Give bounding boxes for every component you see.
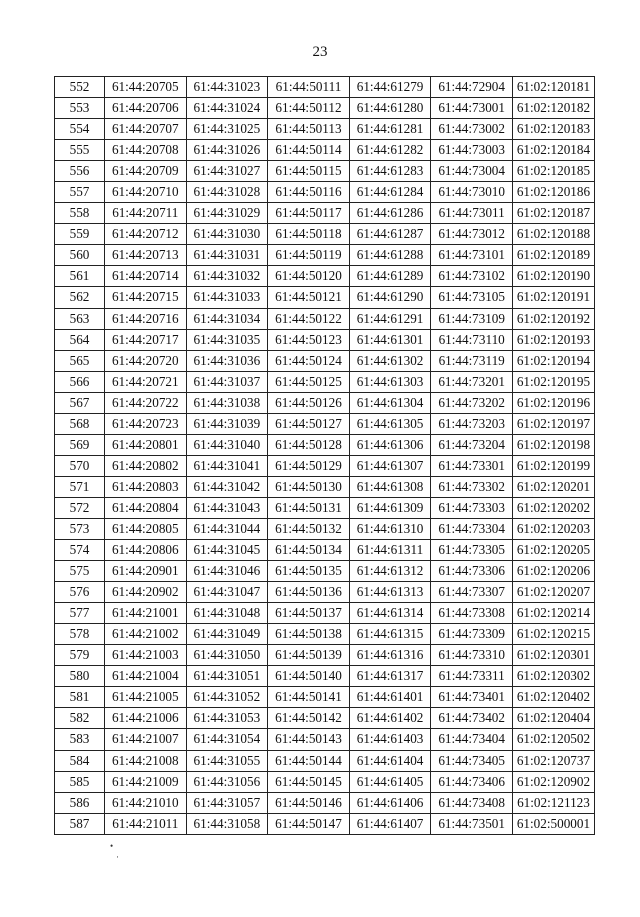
table-row	[55, 434, 595, 455]
cadastral-number-cell: 61:44:31043	[186, 497, 268, 518]
cadastral-number-cell: 61:44:50145	[268, 771, 350, 792]
cadastral-number-cell: 61:44:20714	[105, 266, 187, 287]
cadastral-number-cell: 61:02:120185	[512, 161, 594, 182]
cadastral-number-cell: 61:44:61312	[349, 561, 431, 582]
row-number-cell: 554	[55, 119, 105, 140]
cadastral-number-cell: 61:44:50116	[268, 182, 350, 203]
cadastral-number-cell: 61:44:73010	[431, 182, 513, 203]
table-row	[55, 77, 595, 98]
row-number-cell: 571	[55, 476, 105, 497]
cadastral-number-cell: 61:44:61288	[349, 245, 431, 266]
cadastral-number-cell: 61:44:73305	[431, 540, 513, 561]
cadastral-number-cell: 61:44:31024	[186, 98, 268, 119]
cadastral-number-cell: 61:44:61304	[349, 392, 431, 413]
cadastral-number-cell: 61:02:120206	[512, 561, 594, 582]
cadastral-number-cell: 61:44:61316	[349, 645, 431, 666]
table-row	[55, 350, 595, 371]
table-row	[55, 161, 595, 182]
row-number-cell: 575	[55, 561, 105, 582]
row-number-cell: 587	[55, 813, 105, 834]
table-row	[55, 624, 595, 645]
cadastral-number-cell: 61:44:61405	[349, 771, 431, 792]
cadastral-number-cell: 61:44:50113	[268, 119, 350, 140]
cadastral-number-cell: 61:44:73003	[431, 140, 513, 161]
cadastral-number-cell: 61:44:73204	[431, 434, 513, 455]
cadastral-number-cell: 61:02:120195	[512, 371, 594, 392]
row-number-cell: 553	[55, 98, 105, 119]
cadastral-number-cell: 61:44:20710	[105, 182, 187, 203]
cadastral-number-cell: 61:02:120199	[512, 455, 594, 476]
cadastral-number-cell: 61:44:31027	[186, 161, 268, 182]
cadastral-number-cell: 61:44:73105	[431, 287, 513, 308]
cadastral-number-cell: 61:02:120301	[512, 645, 594, 666]
table-row	[55, 140, 595, 161]
cadastral-number-cell: 61:02:120192	[512, 308, 594, 329]
cadastral-number-cell: 61:44:73405	[431, 750, 513, 771]
cadastral-number-cell: 61:44:31035	[186, 329, 268, 350]
cadastral-number-cell: 61:44:21009	[105, 771, 187, 792]
table-row	[55, 518, 595, 539]
cadastral-number-cell: 61:44:73402	[431, 708, 513, 729]
cadastral-number-cell: 61:44:21010	[105, 792, 187, 813]
cadastral-number-cell: 61:44:31055	[186, 750, 268, 771]
cadastral-number-cell: 61:44:20902	[105, 582, 187, 603]
row-number-cell: 583	[55, 729, 105, 750]
cadastral-number-cell: 61:44:20706	[105, 98, 187, 119]
cadastral-number-cell: 61:44:73012	[431, 224, 513, 245]
table-row	[55, 813, 595, 834]
cadastral-number-cell: 61:44:73404	[431, 729, 513, 750]
table-row	[55, 392, 595, 413]
cadastral-number-cell: 61:44:20709	[105, 161, 187, 182]
cadastral-number-cell: 61:44:20806	[105, 540, 187, 561]
cadastral-number-cell: 61:44:31030	[186, 224, 268, 245]
cadastral-number-cell: 61:02:120191	[512, 287, 594, 308]
cadastral-number-cell: 61:44:20708	[105, 140, 187, 161]
cadastral-number-cell: 61:02:121123	[512, 792, 594, 813]
row-number-cell: 585	[55, 771, 105, 792]
scan-speck: ·	[116, 852, 119, 862]
row-number-cell: 572	[55, 497, 105, 518]
cadastral-number-cell: 61:44:31042	[186, 476, 268, 497]
cadastral-number-cell: 61:44:61280	[349, 98, 431, 119]
cadastral-number-cell: 61:44:31053	[186, 708, 268, 729]
cadastral-number-cell: 61:44:20716	[105, 308, 187, 329]
cadastral-registry-table	[54, 76, 595, 835]
cadastral-number-cell: 61:44:21004	[105, 666, 187, 687]
cadastral-number-cell: 61:44:61310	[349, 518, 431, 539]
cadastral-number-cell: 61:44:50127	[268, 413, 350, 434]
cadastral-number-cell: 61:02:120502	[512, 729, 594, 750]
cadastral-number-cell: 61:02:120214	[512, 603, 594, 624]
cadastral-number-cell: 61:44:31038	[186, 392, 268, 413]
cadastral-number-cell: 61:44:61406	[349, 792, 431, 813]
cadastral-number-cell: 61:44:50146	[268, 792, 350, 813]
row-number-cell: 555	[55, 140, 105, 161]
cadastral-number-cell: 61:44:21005	[105, 687, 187, 708]
cadastral-number-cell: 61:02:120207	[512, 582, 594, 603]
cadastral-number-cell: 61:44:61281	[349, 119, 431, 140]
cadastral-number-cell: 61:44:31025	[186, 119, 268, 140]
cadastral-number-cell: 61:44:20720	[105, 350, 187, 371]
cadastral-number-cell: 61:44:50123	[268, 329, 350, 350]
cadastral-number-cell: 61:44:50117	[268, 203, 350, 224]
table-row	[55, 750, 595, 771]
row-number-cell: 570	[55, 455, 105, 476]
row-number-cell: 566	[55, 371, 105, 392]
cadastral-number-cell: 61:02:120737	[512, 750, 594, 771]
cadastral-number-cell: 61:44:61308	[349, 476, 431, 497]
cadastral-number-cell: 61:44:50122	[268, 308, 350, 329]
row-number-cell: 577	[55, 603, 105, 624]
cadastral-number-cell: 61:44:61403	[349, 729, 431, 750]
cadastral-number-cell: 61:44:50137	[268, 603, 350, 624]
cadastral-number-cell: 61:44:20712	[105, 224, 187, 245]
cadastral-number-cell: 61:44:31037	[186, 371, 268, 392]
table-row	[55, 266, 595, 287]
cadastral-number-cell: 61:44:50135	[268, 561, 350, 582]
cadastral-number-cell: 61:44:61279	[349, 77, 431, 98]
cadastral-number-cell: 61:44:61282	[349, 140, 431, 161]
cadastral-number-cell: 61:44:31023	[186, 77, 268, 98]
cadastral-number-cell: 61:44:31057	[186, 792, 268, 813]
table-row	[55, 329, 595, 350]
cadastral-number-cell: 61:44:73306	[431, 561, 513, 582]
cadastral-number-cell: 61:44:61309	[349, 497, 431, 518]
cadastral-number-cell: 61:02:120201	[512, 476, 594, 497]
cadastral-number-cell: 61:44:50136	[268, 582, 350, 603]
cadastral-number-cell: 61:02:120190	[512, 266, 594, 287]
table-row	[55, 729, 595, 750]
cadastral-number-cell: 61:44:50124	[268, 350, 350, 371]
cadastral-number-cell: 61:44:73302	[431, 476, 513, 497]
cadastral-number-cell: 61:44:73307	[431, 582, 513, 603]
cadastral-number-cell: 61:44:20722	[105, 392, 187, 413]
cadastral-number-cell: 61:44:21006	[105, 708, 187, 729]
cadastral-number-cell: 61:44:50112	[268, 98, 350, 119]
row-number-cell: 557	[55, 182, 105, 203]
cadastral-number-cell: 61:44:61307	[349, 455, 431, 476]
cadastral-number-cell: 61:44:50134	[268, 540, 350, 561]
table-row	[55, 476, 595, 497]
cadastral-number-cell: 61:44:50147	[268, 813, 350, 834]
table-row	[55, 308, 595, 329]
row-number-cell: 564	[55, 329, 105, 350]
cadastral-number-cell: 61:44:20804	[105, 497, 187, 518]
cadastral-number-cell: 61:44:61313	[349, 582, 431, 603]
cadastral-number-cell: 61:44:50128	[268, 434, 350, 455]
cadastral-number-cell: 61:44:21008	[105, 750, 187, 771]
row-number-cell: 580	[55, 666, 105, 687]
cadastral-number-cell: 61:44:50126	[268, 392, 350, 413]
row-number-cell: 561	[55, 266, 105, 287]
cadastral-number-cell: 61:44:61290	[349, 287, 431, 308]
cadastral-number-cell: 61:44:61404	[349, 750, 431, 771]
cadastral-number-cell: 61:44:73102	[431, 266, 513, 287]
cadastral-number-cell: 61:44:50140	[268, 666, 350, 687]
table-row	[55, 119, 595, 140]
cadastral-number-cell: 61:44:31028	[186, 182, 268, 203]
table-row	[55, 645, 595, 666]
row-number-cell: 556	[55, 161, 105, 182]
cadastral-number-cell: 61:44:61283	[349, 161, 431, 182]
cadastral-number-cell: 61:44:73201	[431, 371, 513, 392]
cadastral-number-cell: 61:02:120196	[512, 392, 594, 413]
table-row	[55, 708, 595, 729]
cadastral-number-cell: 61:44:73001	[431, 98, 513, 119]
row-number-cell: 559	[55, 224, 105, 245]
row-number-cell: 569	[55, 434, 105, 455]
cadastral-number-cell: 61:44:73406	[431, 771, 513, 792]
cadastral-number-cell: 61:44:61287	[349, 224, 431, 245]
cadastral-number-cell: 61:44:50139	[268, 645, 350, 666]
cadastral-number-cell: 61:44:50125	[268, 371, 350, 392]
row-number-cell: 563	[55, 308, 105, 329]
cadastral-number-cell: 61:02:120902	[512, 771, 594, 792]
cadastral-number-cell: 61:44:50115	[268, 161, 350, 182]
cadastral-number-cell: 61:44:61291	[349, 308, 431, 329]
cadastral-number-cell: 61:44:31032	[186, 266, 268, 287]
cadastral-number-cell: 61:44:61306	[349, 434, 431, 455]
cadastral-number-cell: 61:02:120189	[512, 245, 594, 266]
cadastral-number-cell: 61:44:73011	[431, 203, 513, 224]
cadastral-number-cell: 61:02:500001	[512, 813, 594, 834]
cadastral-number-cell: 61:44:73304	[431, 518, 513, 539]
cadastral-number-cell: 61:44:50119	[268, 245, 350, 266]
table-row	[55, 287, 595, 308]
table-row	[55, 455, 595, 476]
cadastral-number-cell: 61:44:31039	[186, 413, 268, 434]
cadastral-number-cell: 61:02:120198	[512, 434, 594, 455]
page-number: 23	[312, 44, 328, 60]
cadastral-number-cell: 61:44:61402	[349, 708, 431, 729]
cadastral-number-cell: 61:44:73109	[431, 308, 513, 329]
cadastral-number-cell: 61:44:61311	[349, 540, 431, 561]
cadastral-number-cell: 61:44:73119	[431, 350, 513, 371]
cadastral-number-cell: 61:44:73101	[431, 245, 513, 266]
table-row	[55, 413, 595, 434]
cadastral-number-cell: 61:44:73301	[431, 455, 513, 476]
cadastral-number-cell: 61:02:120404	[512, 708, 594, 729]
table-row	[55, 582, 595, 603]
cadastral-number-cell: 61:44:73401	[431, 687, 513, 708]
cadastral-number-cell: 61:44:61303	[349, 371, 431, 392]
cadastral-number-cell: 61:44:50132	[268, 518, 350, 539]
cadastral-number-cell: 61:02:120205	[512, 540, 594, 561]
cadastral-number-cell: 61:44:31034	[186, 308, 268, 329]
row-number-cell: 586	[55, 792, 105, 813]
row-number-cell: 567	[55, 392, 105, 413]
cadastral-number-cell: 61:44:20801	[105, 434, 187, 455]
table-row	[55, 771, 595, 792]
table-row	[55, 497, 595, 518]
cadastral-number-cell: 61:44:20705	[105, 77, 187, 98]
cadastral-number-cell: 61:44:20723	[105, 413, 187, 434]
cadastral-number-cell: 61:02:120184	[512, 140, 594, 161]
cadastral-number-cell: 61:02:120181	[512, 77, 594, 98]
cadastral-number-cell: 61:44:31045	[186, 540, 268, 561]
cadastral-number-cell: 61:44:73311	[431, 666, 513, 687]
table-row	[55, 245, 595, 266]
cadastral-number-cell: 61:44:31048	[186, 603, 268, 624]
cadastral-number-cell: 61:44:50144	[268, 750, 350, 771]
row-number-cell: 578	[55, 624, 105, 645]
cadastral-number-cell: 61:44:73110	[431, 329, 513, 350]
cadastral-number-cell: 61:44:73202	[431, 392, 513, 413]
cadastral-number-cell: 61:44:20717	[105, 329, 187, 350]
row-number-cell: 560	[55, 245, 105, 266]
cadastral-number-cell: 61:44:72904	[431, 77, 513, 98]
cadastral-number-cell: 61:44:50131	[268, 497, 350, 518]
cadastral-number-cell: 61:44:31044	[186, 518, 268, 539]
row-number-cell: 552	[55, 77, 105, 98]
cadastral-number-cell: 61:44:73203	[431, 413, 513, 434]
cadastral-number-cell: 61:44:31046	[186, 561, 268, 582]
cadastral-number-cell: 61:44:20715	[105, 287, 187, 308]
cadastral-number-cell: 61:44:20713	[105, 245, 187, 266]
table-row	[55, 203, 595, 224]
cadastral-number-cell: 61:44:21007	[105, 729, 187, 750]
cadastral-number-cell: 61:44:50138	[268, 624, 350, 645]
cadastral-number-cell: 61:44:50118	[268, 224, 350, 245]
cadastral-number-cell: 61:44:73004	[431, 161, 513, 182]
cadastral-number-cell: 61:44:20802	[105, 455, 187, 476]
cadastral-number-cell: 61:44:31029	[186, 203, 268, 224]
row-number-cell: 579	[55, 645, 105, 666]
cadastral-number-cell: 61:44:61301	[349, 329, 431, 350]
cadastral-number-cell: 61:44:73308	[431, 603, 513, 624]
cadastral-number-cell: 61:44:50130	[268, 476, 350, 497]
cadastral-number-cell: 61:02:120203	[512, 518, 594, 539]
row-number-cell: 568	[55, 413, 105, 434]
cadastral-number-cell: 61:02:120193	[512, 329, 594, 350]
cadastral-number-cell: 61:44:61302	[349, 350, 431, 371]
cadastral-number-cell: 61:02:120186	[512, 182, 594, 203]
table-body	[55, 77, 595, 835]
row-number-cell: 574	[55, 540, 105, 561]
cadastral-number-cell: 61:02:120194	[512, 350, 594, 371]
cadastral-number-cell: 61:02:120187	[512, 203, 594, 224]
cadastral-number-cell: 61:44:61286	[349, 203, 431, 224]
cadastral-number-cell: 61:02:120202	[512, 497, 594, 518]
cadastral-number-cell: 61:02:120302	[512, 666, 594, 687]
scan-speck: •	[110, 841, 114, 851]
cadastral-number-cell: 61:44:31047	[186, 582, 268, 603]
cadastral-number-cell: 61:44:31050	[186, 645, 268, 666]
row-number-cell: 576	[55, 582, 105, 603]
cadastral-number-cell: 61:44:20901	[105, 561, 187, 582]
cadastral-number-cell: 61:44:50121	[268, 287, 350, 308]
cadastral-number-cell: 61:44:21011	[105, 813, 187, 834]
cadastral-number-cell: 61:02:120215	[512, 624, 594, 645]
cadastral-number-cell: 61:44:31036	[186, 350, 268, 371]
cadastral-number-cell: 61:02:120183	[512, 119, 594, 140]
table-row	[55, 603, 595, 624]
cadastral-number-cell: 61:44:31031	[186, 245, 268, 266]
cadastral-number-cell: 61:44:73310	[431, 645, 513, 666]
table-row	[55, 687, 595, 708]
cadastral-number-cell: 61:44:61305	[349, 413, 431, 434]
table-row	[55, 182, 595, 203]
table-row	[55, 561, 595, 582]
cadastral-number-cell: 61:02:120197	[512, 413, 594, 434]
cadastral-number-cell: 61:44:73408	[431, 792, 513, 813]
cadastral-number-cell: 61:44:31054	[186, 729, 268, 750]
cadastral-number-cell: 61:44:50114	[268, 140, 350, 161]
cadastral-number-cell: 61:44:50142	[268, 708, 350, 729]
row-number-cell: 582	[55, 708, 105, 729]
cadastral-number-cell: 61:44:31052	[186, 687, 268, 708]
cadastral-number-cell: 61:44:50143	[268, 729, 350, 750]
cadastral-number-cell: 61:44:20805	[105, 518, 187, 539]
cadastral-number-cell: 61:44:21002	[105, 624, 187, 645]
cadastral-number-cell: 61:44:61401	[349, 687, 431, 708]
cadastral-number-cell: 61:44:61407	[349, 813, 431, 834]
row-number-cell: 573	[55, 518, 105, 539]
table-row	[55, 540, 595, 561]
cadastral-number-cell: 61:44:20707	[105, 119, 187, 140]
cadastral-number-cell: 61:44:31049	[186, 624, 268, 645]
table-row	[55, 98, 595, 119]
cadastral-number-cell: 61:02:120182	[512, 98, 594, 119]
cadastral-number-cell: 61:44:73501	[431, 813, 513, 834]
row-number-cell: 558	[55, 203, 105, 224]
cadastral-number-cell: 61:44:61314	[349, 603, 431, 624]
cadastral-number-cell: 61:44:31051	[186, 666, 268, 687]
cadastral-number-cell: 61:44:61317	[349, 666, 431, 687]
cadastral-number-cell: 61:44:21003	[105, 645, 187, 666]
cadastral-number-cell: 61:44:61289	[349, 266, 431, 287]
row-number-cell: 581	[55, 687, 105, 708]
row-number-cell: 584	[55, 750, 105, 771]
cadastral-number-cell: 61:44:61315	[349, 624, 431, 645]
cadastral-number-cell: 61:44:31056	[186, 771, 268, 792]
cadastral-number-cell: 61:44:61284	[349, 182, 431, 203]
table-row	[55, 371, 595, 392]
cadastral-number-cell: 61:44:21001	[105, 603, 187, 624]
cadastral-number-cell: 61:44:20803	[105, 476, 187, 497]
row-number-cell: 565	[55, 350, 105, 371]
cadastral-number-cell: 61:44:31033	[186, 287, 268, 308]
cadastral-number-cell: 61:44:73303	[431, 497, 513, 518]
table-row	[55, 224, 595, 245]
cadastral-number-cell: 61:44:50120	[268, 266, 350, 287]
cadastral-number-cell: 61:44:31040	[186, 434, 268, 455]
cadastral-number-cell: 61:44:73309	[431, 624, 513, 645]
cadastral-number-cell: 61:44:31041	[186, 455, 268, 476]
cadastral-number-cell: 61:44:31026	[186, 140, 268, 161]
table-row	[55, 792, 595, 813]
cadastral-number-cell: 61:44:73002	[431, 119, 513, 140]
cadastral-number-cell: 61:44:20721	[105, 371, 187, 392]
cadastral-number-cell: 61:44:50141	[268, 687, 350, 708]
cadastral-number-cell: 61:44:31058	[186, 813, 268, 834]
cadastral-number-cell: 61:44:20711	[105, 203, 187, 224]
cadastral-number-cell: 61:02:120402	[512, 687, 594, 708]
cadastral-number-cell: 61:02:120188	[512, 224, 594, 245]
table-row	[55, 666, 595, 687]
cadastral-number-cell: 61:44:50129	[268, 455, 350, 476]
cadastral-number-cell: 61:44:50111	[268, 77, 350, 98]
row-number-cell: 562	[55, 287, 105, 308]
